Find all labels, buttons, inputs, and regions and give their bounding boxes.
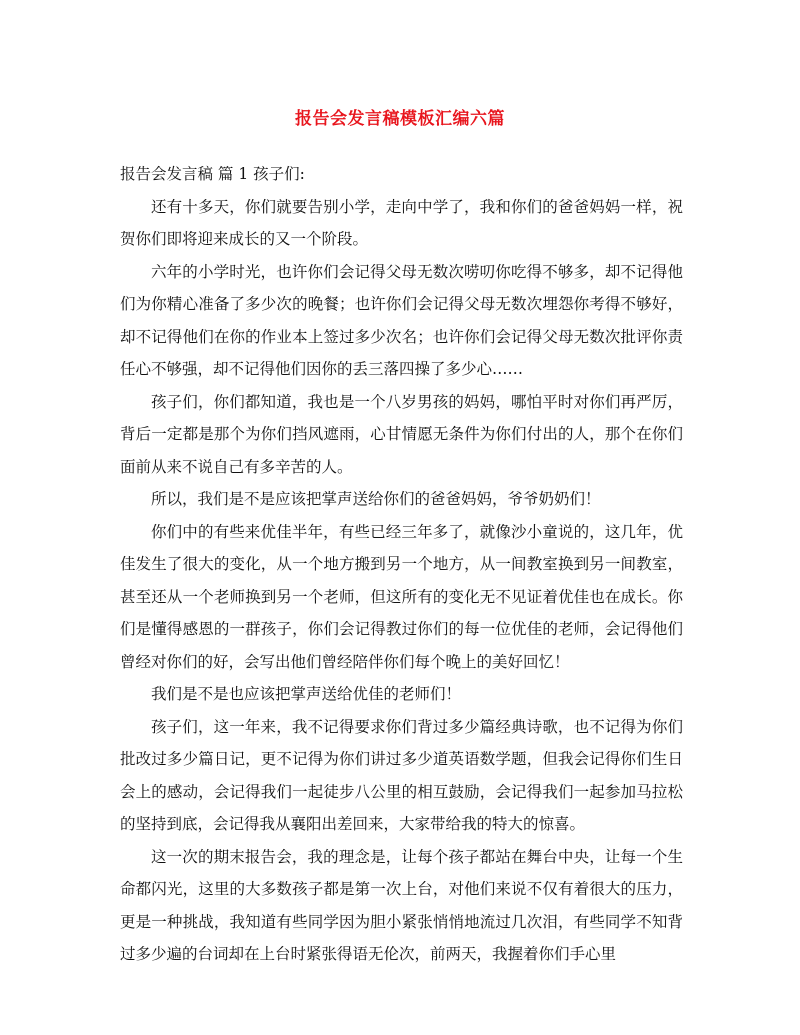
paragraph: 孩子们，你们都知道，我也是一个八岁男孩的妈妈，哪怕平时对你们再严厉，背后一定都是那个为你们挡风遮雨，心甘情愿无条件为你们付出的人，那个在你们面前从来不说自己有多辛苦的人。	[120, 392, 683, 476]
document-title: 报告会发言稿模板汇编六篇	[295, 109, 505, 129]
paragraph: 孩子们，这一年来，我不记得要求你们背过多少篇经典诗歌，也不记得为你们批改过多少篇日记，更不记得为你们讲过多少道英语数学题，但我会记得你们生日会上的感动，会记得我们一起徒步八公里的相互鼓励，会记得我们一起参加马拉松的坚持到底，会记得我从襄阳出差回来，大家带给我的特大的惊喜。	[120, 717, 683, 833]
paragraph: 还有十多天，你们就要告别小学，走向中学了，我和你们的爸爸妈妈一样，祝贺你们即将迎来成长的又一个阶段。	[120, 197, 683, 248]
paragraph: 这一次的期末报告会，我的理念是，让每个孩子都站在舞台中央，让每一个生命都闪光，这里的大多数孩子都是第一次上台，对他们来说不仅有着很大的压力，更是一种挑战，我知道有些同学因为胆小紧张悄悄地流过几次泪，有些同学不知背过多少遍的台词却在上台时紧张得语无伦次，前两天，我握着你们手心里	[120, 847, 683, 963]
paragraph: 你们中的有些来优佳半年，有些已经三年多了，就像沙小童说的，这几年，优佳发生了很大的变化，从一个地方搬到另一个地方，从一间教室换到另一间教室，甚至还从一个老师换到另一个老师，但这所有的变化无不见证着优佳也在成长。你们是懂得感恩的一群孩子，你们会记得教过你们的每一位优佳的老师，会记得他们曾经对你们的好，会写出他们曾经陪伴你们每个晚上的美好回忆！	[120, 522, 683, 671]
document-body	[120, 158, 683, 971]
section-heading: 报告会发言稿 篇 1 孩子们:	[120, 165, 305, 183]
paragraph: 我们是不是也应该把掌声送给优佳的老师们！	[151, 685, 462, 703]
paragraph: 所以，我们是不是应该把掌声送给你们的爸爸妈妈，爷爷奶奶们！	[151, 490, 601, 508]
paragraph: 六年的小学时光，也许你们会记得父母无数次唠叨你吃得不够多，却不记得他们为你精心准备了多少次的晚餐；也许你们会记得父母无数次埋怨你考得不够好，却不记得他们在你的作业本上签过多少次名；也许你们会记得父母无数次批评你责任心不够强，却不记得他们因你的丢三落四操了多少心……	[120, 262, 683, 378]
